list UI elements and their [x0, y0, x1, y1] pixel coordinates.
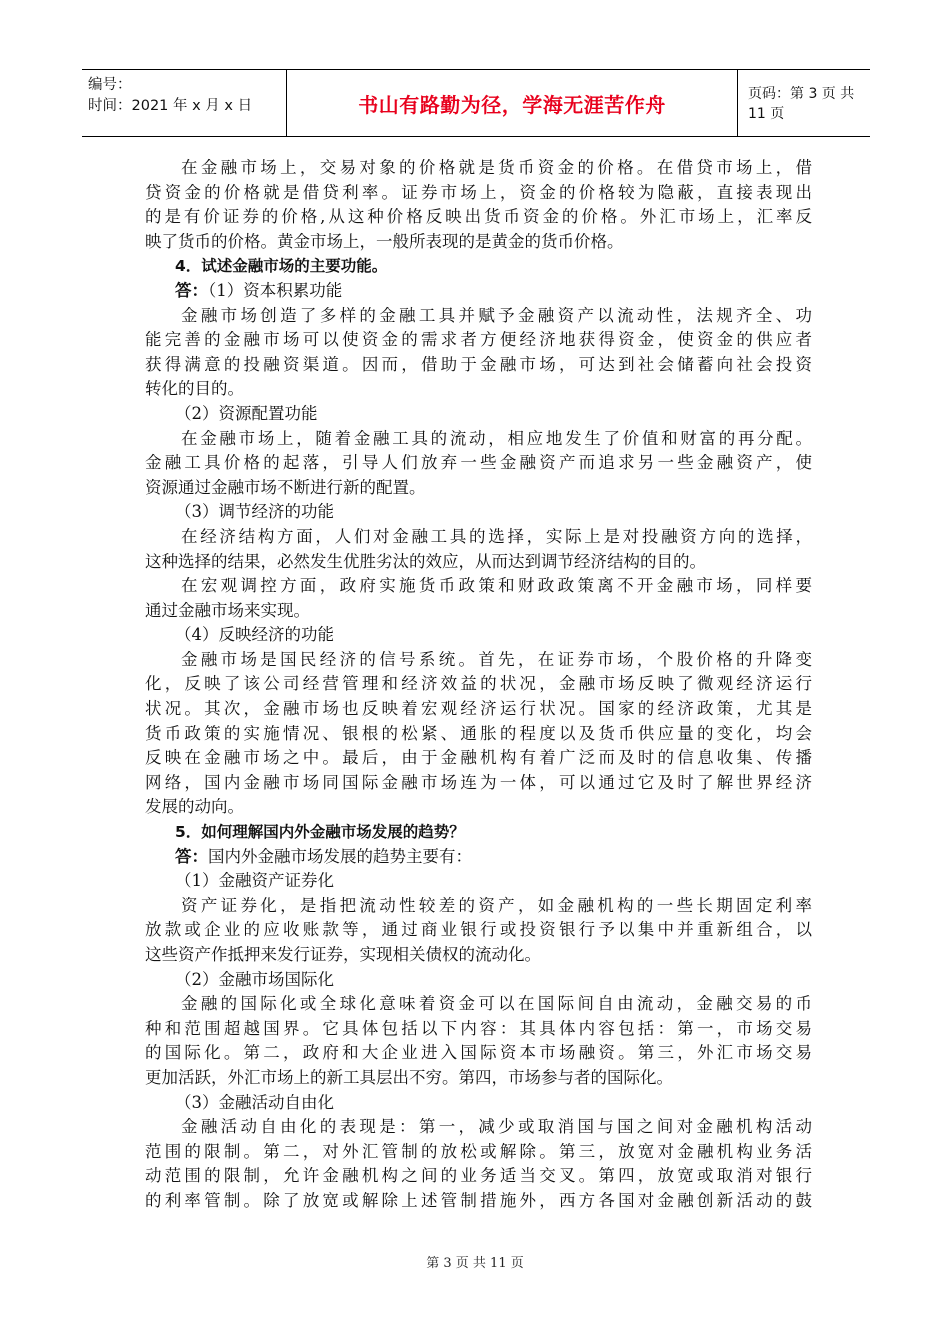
text-line — [145, 525, 812, 550]
text-line — [145, 550, 812, 575]
line-text: 的是有价证券的价格,从这种价格反映出货币资金的价格。外汇市场上，汇率反 — [145, 207, 812, 227]
text-line — [145, 623, 812, 648]
text-line — [145, 648, 812, 673]
line-text: 动范围的限制，允许金融机构之间的业务适当交叉。第四，放宽或取消对银行 — [145, 1166, 812, 1186]
text-line — [145, 599, 812, 624]
line-text: 反映在金融市场之中。最后，由于金融机构有着广泛而及时的信息收集、传播 — [145, 748, 812, 768]
text-line — [145, 672, 812, 697]
line-text: 货币政策的实施情况、银根的松紧、通胀的程度以及货币供应量的变化，均会 — [145, 723, 812, 743]
line-text: 状况。其次，金融市场也反映着宏观经济运行状况。国家的经济政策，尤其是 — [145, 699, 812, 719]
line-text: （1）金融资产证券化 — [175, 871, 334, 891]
line-text: 能完善的金融市场可以使资金的需求者方便经济地获得资金，使资金的供应者 — [145, 330, 812, 350]
text-line — [145, 230, 812, 255]
text-line — [145, 1041, 812, 1066]
text-line — [145, 353, 812, 378]
line-text: 种和范围超越国界。它具体包括以下内容：其具体内容包括：第一，市场交易 — [145, 1018, 812, 1038]
text-line — [145, 894, 812, 919]
page-info-text: 页码：第 3 页 共 11 页 — [748, 86, 855, 122]
line-text: 通过金融市场来实现。 — [145, 600, 310, 620]
header-motto-cell — [286, 70, 738, 136]
line-text: 网络，国内金融市场同国际金融市场连为一体，可以通过它及时了解世界经济 — [145, 772, 812, 792]
text-line — [145, 1066, 812, 1091]
question-heading — [145, 254, 812, 279]
text-line — [145, 476, 812, 501]
header-motto: 书山有路勤为径，学海无涯苦作舟 — [358, 92, 666, 117]
footer-page-number: 第 3 页 共 11 页 — [426, 1256, 524, 1271]
header-page-info — [738, 70, 870, 136]
text-line — [145, 500, 812, 525]
text-line — [145, 918, 812, 943]
line-text: （3）金融活动自由化 — [175, 1092, 334, 1112]
line-text: （2）资源配置功能 — [175, 403, 318, 423]
line-text: 4．试述金融市场的主要功能。 — [175, 257, 388, 276]
text-line — [145, 574, 812, 599]
text-line — [145, 746, 812, 771]
line-text: （3）调节经济的功能 — [175, 502, 334, 522]
text-line — [145, 181, 812, 206]
line-text: 映了货币的价格。黄金市场上，一般所表现的是黄金的货币价格。 — [145, 231, 624, 251]
line-text: 化，反映了该公司经营管理和经济效益的状况，金融市场反映了微观经济运行 — [145, 674, 812, 694]
line-text: 金融的国际化或全球化意味着资金可以在国际间自由流动，金融交易的币 — [181, 994, 812, 1014]
answer-line — [145, 845, 812, 870]
line-text: 在宏观调控方面，政府实施货币政策和财政政策离不开金融市场，同样要 — [181, 576, 812, 596]
line-text: 在金融市场上，交易对象的价格就是货币资金的价格。在借贷市场上，借 — [181, 158, 812, 177]
line-text: 在金融市场上，随着金融工具的流动，相应地发生了价值和财富的再分配。 — [181, 428, 812, 448]
text-line — [145, 943, 812, 968]
text-line — [145, 1164, 812, 1189]
question-heading — [145, 820, 812, 845]
text-line — [145, 1189, 812, 1214]
text-line — [145, 869, 812, 894]
text-line — [145, 205, 812, 230]
text-line — [145, 795, 812, 820]
text-line — [145, 992, 812, 1017]
text-line — [145, 451, 812, 476]
line-text: 金融工具价格的起落，引导人们放弃一些金融资产而追求另一些金融资产，使 — [145, 453, 812, 473]
line-text: 5．如何理解国内外金融市场发展的趋势？ — [175, 823, 465, 842]
line-text: 在经济结构方面，人们对金融工具的选择，实际上是对投融资方向的选择， — [181, 526, 812, 546]
text-line — [145, 402, 812, 427]
text-line — [145, 377, 812, 402]
text-line — [145, 427, 812, 452]
text-line — [145, 1140, 812, 1165]
line-text: 贷资金的价格就是借贷利率。证券市场上，资金的价格较为隐蔽，直接表现出 — [145, 182, 812, 202]
line-text: 这种选择的结果，必然发生优胜劣汰的效应，从而达到调节经济结构的目的。 — [145, 551, 706, 571]
line-text: （1）资本积累功能 — [208, 280, 343, 300]
header-meta — [82, 70, 286, 136]
text-line — [145, 771, 812, 796]
line-text: 资产证券化，是指把流动性较差的资产，如金融机构的一些长期固定利率 — [181, 895, 812, 915]
page-footer — [0, 1252, 950, 1271]
line-text: 金融活动自由化的表现是：第一，减少或取消国与国之间对金融机构活动 — [181, 1117, 812, 1137]
line-text: 放款或企业的应收账款等，通过商业银行或投资银行予以集中并重新组合，以 — [145, 920, 812, 940]
line-text: 金融市场是国民经济的信号系统。首先，在证券市场，个股价格的升降变 — [181, 649, 812, 669]
text-line — [145, 1115, 812, 1140]
line-text: 获得满意的投融资渠道。因而，借助于金融市场，可达到社会储蓄向社会投资 — [145, 354, 812, 374]
line-text: （2）金融市场国际化 — [175, 969, 334, 989]
line-text: 的国际化。第二，政府和大企业进入国际资本市场融资。第三，外汇市场交易 — [145, 1043, 812, 1063]
line-text: 的利率管制。除了放宽或解除上述管制措施外，西方各国对金融创新活动的鼓 — [145, 1190, 812, 1210]
line-text: 范围的限制。第二，对外汇管制的放松或解除。第三，放宽对金融机构业务活 — [145, 1141, 812, 1161]
line-text: 资源通过金融市场不断进行新的配置。 — [145, 477, 426, 497]
answer-line — [145, 279, 812, 304]
text-line — [145, 328, 812, 353]
page-header — [82, 69, 870, 137]
document-number-label: 编号： — [88, 77, 132, 93]
answer-label: 答： — [175, 846, 208, 866]
document-date: 时间：2021 年 x 月 x 日 — [88, 98, 253, 114]
line-text: 这些资产作抵押来发行证券，实现相关债权的流动化。 — [145, 945, 541, 964]
text-line — [145, 304, 812, 329]
text-line — [145, 968, 812, 993]
document-body — [145, 156, 812, 1214]
text-line — [145, 1091, 812, 1116]
text-line — [145, 1017, 812, 1042]
text-line — [145, 156, 812, 181]
answer-label: 答： — [175, 280, 208, 300]
line-text: 金融市场创造了多样的金融工具并赋予金融资产以流动性，法规齐全、功 — [181, 305, 812, 325]
line-text: 发展的动向。 — [145, 797, 244, 817]
text-line — [145, 697, 812, 722]
line-text: 转化的目的。 — [145, 379, 244, 399]
text-line — [145, 722, 812, 747]
line-text: 更加活跃，外汇市场上的新工具层出不穷。第四，市场参与者的国际化。 — [145, 1067, 673, 1087]
line-text: （4）反映经济的功能 — [175, 625, 334, 645]
line-text: 国内外金融市场发展的趋势主要有： — [208, 846, 472, 866]
